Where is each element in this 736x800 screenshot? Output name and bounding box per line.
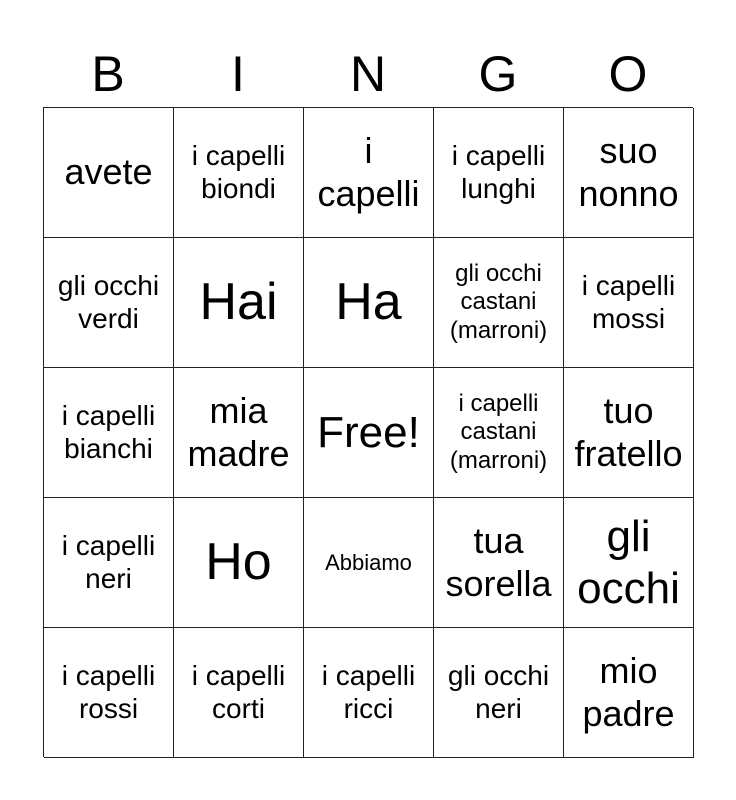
bingo-cell-r1-c4[interactable]: [434, 108, 564, 238]
bingo-cell-text: i capelli bianchi: [61, 399, 156, 464]
header-letter-g: G: [478, 46, 518, 102]
bingo-cell-text: i capelli ricci: [321, 659, 416, 724]
bingo-cell-r5-c3[interactable]: [304, 628, 434, 758]
header-letter-i: I: [231, 46, 245, 102]
bingo-cell-text: i capelli corti: [191, 659, 286, 724]
bingo-cell-text: gli occhi: [577, 512, 680, 613]
bingo-cell-r2-c3[interactable]: [304, 238, 434, 368]
bingo-cell-text: gli occhi castani (marroni): [449, 260, 548, 344]
bingo-cell-text: i capelli: [317, 130, 420, 214]
bingo-cell-r2-c2[interactable]: [174, 238, 304, 368]
bingo-cell-r1-c5[interactable]: [564, 108, 694, 238]
bingo-cell-text: Ha: [335, 273, 402, 332]
bingo-cell-r3-c4[interactable]: [434, 368, 564, 498]
bingo-cell-r5-c4[interactable]: [434, 628, 564, 758]
bingo-cell-r2-c4[interactable]: [434, 238, 564, 368]
bingo-cell-text: i capelli rossi: [61, 659, 156, 724]
bingo-cell-r3-c5[interactable]: [564, 368, 694, 498]
bingo-cell-r2-c1[interactable]: [44, 238, 174, 368]
header-letter-o: O: [608, 46, 648, 102]
header-letter-b: B: [91, 46, 125, 102]
bingo-cell-r4-c4[interactable]: [434, 498, 564, 628]
bingo-cell-text: avete: [64, 151, 153, 193]
bingo-header: [43, 44, 693, 104]
bingo-cell-r2-c5[interactable]: [564, 238, 694, 368]
bingo-cell-r5-c2[interactable]: [174, 628, 304, 758]
bingo-cell-text: i capelli mossi: [581, 269, 676, 334]
bingo-cell-text: tua sorella: [445, 520, 552, 604]
bingo-cell-text: mio padre: [582, 650, 675, 734]
bingo-cell-r4-c3[interactable]: [304, 498, 434, 628]
bingo-cell-text: i capelli neri: [61, 529, 156, 594]
bingo-cell-r1-c1[interactable]: [44, 108, 174, 238]
bingo-cell-r3-c1[interactable]: [44, 368, 174, 498]
bingo-cell-r5-c1[interactable]: [44, 628, 174, 758]
bingo-cell-text: gli occhi neri: [447, 659, 550, 724]
bingo-cell-text: i capelli lunghi: [451, 139, 546, 204]
bingo-cell-r1-c3[interactable]: [304, 108, 434, 238]
bingo-cell-text: tuo fratello: [574, 390, 683, 474]
bingo-cell-text: Ho: [205, 533, 272, 592]
bingo-cell-r1-c2[interactable]: [174, 108, 304, 238]
bingo-cell-text: Abbiamo: [325, 549, 412, 575]
bingo-cell-r4-c1[interactable]: [44, 498, 174, 628]
bingo-cell-r3-c3[interactable]: [304, 368, 434, 498]
bingo-cell-text: Hai: [199, 273, 278, 332]
bingo-cell-r5-c5[interactable]: [564, 628, 694, 758]
bingo-board: [43, 107, 693, 757]
bingo-cell-text: Free!: [317, 407, 420, 457]
bingo-cell-r4-c2[interactable]: [174, 498, 304, 628]
bingo-cell-text: gli occhi verdi: [57, 269, 160, 334]
bingo-cell-text: suo nonno: [578, 130, 679, 214]
bingo-cell-text: i capelli castani (marroni): [449, 390, 548, 474]
bingo-cell-text: mia madre: [187, 390, 290, 474]
bingo-cell-r3-c2[interactable]: [174, 368, 304, 498]
bingo-cell-r4-c5[interactable]: [564, 498, 694, 628]
bingo-cell-text: i capelli biondi: [191, 139, 286, 204]
header-letter-n: N: [349, 46, 387, 102]
